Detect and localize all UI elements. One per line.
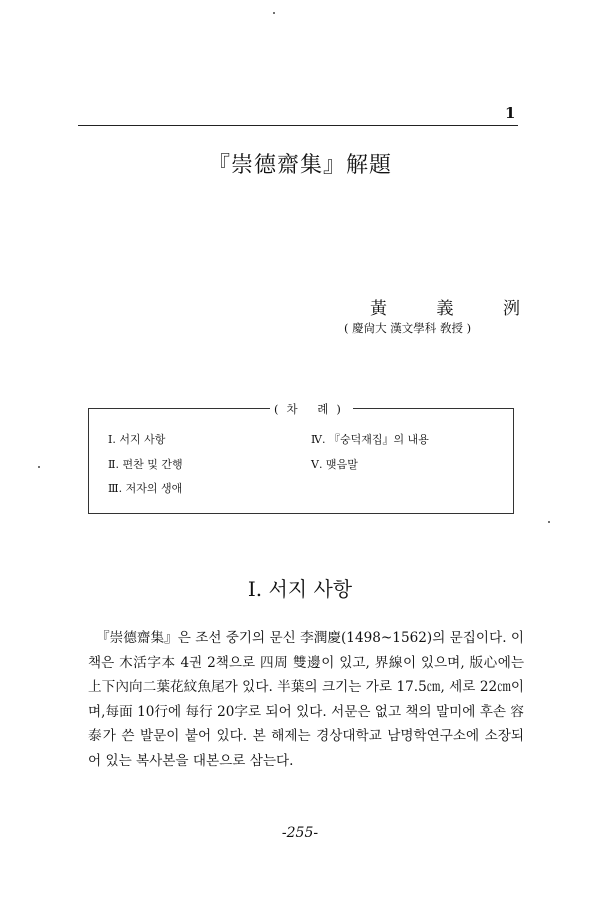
scan-speck [273,12,275,14]
scan-speck [38,466,40,468]
author-affiliation: ( 慶尙大 漢文學科 敎授 ) [344,321,472,335]
author-name [370,294,520,319]
author-char: 黃 [370,299,387,319]
author-char: 洌 [503,299,520,319]
body-paragraph [88,626,524,773]
toc-item: Ⅱ. 편찬 및 간행 [108,458,183,471]
document-title: 『崇德齋集』解題 [207,153,392,178]
section-heading: Ⅰ. 서지 사항 [247,577,353,601]
header-rule [78,125,518,126]
toc-item: Ⅴ. 맺음말 [311,458,358,471]
toc-item: Ⅰ. 서지 사항 [108,433,166,446]
author-char: 義 [436,299,454,319]
scan-speck [548,521,550,523]
page-number: -255- [281,825,319,841]
toc-title: (차 례) [270,401,353,417]
toc-item: Ⅲ. 저자의 생애 [108,482,183,495]
toc-item: Ⅳ. 『숭덕재집』의 내용 [311,433,429,446]
page-marker: 1 [505,104,516,122]
paragraph-text: 『崇德齋集』은 조선 중기의 문신 李潤慶(1498~1562)의 문집이다. 이 책은 木活字本 4권 2책으로 四周 雙邊이 있고, 界線이 있으며, 版心에는 上下內向二葉花紋魚尾가 있다. 半葉의 크기는 가로 17.5㎝, 세로 22㎝이며,每面 10行에 每行 20字로 되어 있다. 서문은 없고 책의 말미에 후손 容泰가 쓴 발문이 붙어 있다. 본 해제는 경상대학교 남명학연구소에 소장되어 있는 복사본을 대본으로 삼는다. [88,630,524,769]
